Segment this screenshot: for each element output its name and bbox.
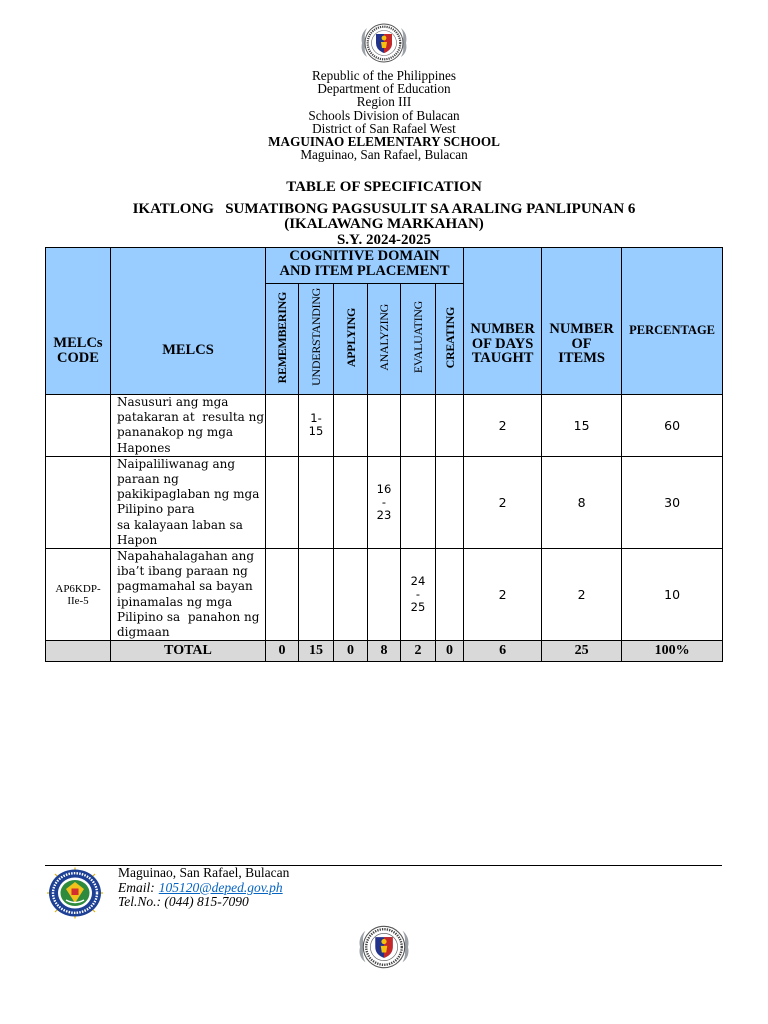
melc-code-cell: AP6KDP- IIe-5 [46, 549, 111, 641]
total-label: TOTAL [111, 641, 266, 662]
school-year: S.Y. 2024-2025 [336, 232, 432, 248]
header-cell-analyzing [368, 284, 401, 395]
header-cell-applying [334, 284, 368, 395]
table-row [46, 456, 723, 548]
header-evaluating: EVALUATING [411, 301, 425, 374]
quarter-title: (IKALAWANG MARKAHAN) [284, 216, 484, 232]
applying-cell [334, 395, 368, 457]
header-cell-remembering [266, 284, 299, 395]
days-taught-cell: 2 [464, 395, 542, 457]
specification-table [45, 247, 723, 662]
understanding-cell [299, 456, 334, 548]
number-of-items-cell: 8 [542, 456, 622, 548]
footer-address: Maguinao, San Rafael, Bulacan [118, 865, 290, 880]
total-evaluating: 2 [401, 641, 436, 662]
total-row [46, 641, 723, 662]
email-link[interactable]: 105120@deped.gov.ph [158, 879, 283, 895]
footer-email-line [118, 881, 289, 896]
evaluating-cell [401, 456, 436, 548]
analyzing-cell: 16 - 23 [368, 456, 401, 548]
total-days-taught: 6 [464, 641, 542, 662]
school-logo [44, 867, 106, 919]
total-code-cell [46, 641, 111, 662]
department-line: Department of Education [317, 81, 451, 97]
evaluating-cell: 24 - 25 [401, 549, 436, 641]
applying-cell [334, 456, 368, 548]
school-address: Maguinao, San Rafael, Bulacan [300, 147, 468, 163]
header-remembering: REMEMBERING [275, 291, 289, 383]
region-line: Region III [356, 94, 412, 110]
melc-text-cell: Nasusuri ang mga patakaran at resulta ng pananakop ng mga Hapones [111, 395, 266, 457]
applying-cell [334, 549, 368, 641]
total-remembering: 0 [266, 641, 299, 662]
creating-cell [436, 456, 464, 548]
creating-cell [436, 395, 464, 457]
number-of-items-cell: 15 [542, 395, 622, 457]
percentage-cell: 10 [622, 549, 723, 641]
remembering-cell [266, 549, 299, 641]
understanding-cell: 1- 15 [299, 395, 334, 457]
district-line: District of San Rafael West [312, 120, 456, 136]
melc-code-cell [46, 456, 111, 548]
total-creating: 0 [436, 641, 464, 662]
table-row [46, 549, 723, 641]
remembering-cell [266, 395, 299, 457]
school-name: MAGUINAO ELEMENTARY SCHOOL [268, 133, 500, 149]
header-percentage: PERCENTAGE [622, 248, 723, 395]
header-cell-evaluating [401, 284, 436, 395]
number-of-items-cell: 2 [542, 549, 622, 641]
percentage-cell: 30 [622, 456, 723, 548]
header-melcs-code: MELCs CODE [46, 248, 111, 395]
country-line: Republic of the Philippines [312, 68, 456, 83]
header-days-taught: NUMBER OF DAYS TAUGHT [464, 248, 542, 395]
header-creating: CREATING [442, 306, 457, 368]
days-taught-cell: 2 [464, 549, 542, 641]
header-melcs: MELCS [111, 248, 266, 395]
division-line: Schools Division of Bulacan [308, 107, 460, 123]
total-applying: 0 [334, 641, 368, 662]
footer-telephone: Tel.No.: (044) 815-7090 [118, 894, 249, 909]
header-analyzing: ANALYZING [377, 303, 391, 371]
evaluating-cell [401, 395, 436, 457]
header-cell-creating [436, 284, 464, 395]
total-number-of-items: 25 [542, 641, 622, 662]
header-row [46, 248, 723, 284]
header-number-of-items: NUMBER OF ITEMS [542, 248, 622, 395]
melc-code-cell [46, 395, 111, 457]
deped-seal-logo [353, 923, 415, 971]
creating-cell [436, 549, 464, 641]
analyzing-cell [368, 395, 401, 457]
footer-contact [118, 866, 289, 910]
understanding-cell [299, 549, 334, 641]
analyzing-cell [368, 549, 401, 641]
total-understanding: 15 [299, 641, 334, 662]
footer-email-label: Email: [118, 879, 155, 895]
header-cognitive-domain: COGNITIVE DOMAIN AND ITEM PLACEMENT [266, 248, 464, 284]
remembering-cell [266, 456, 299, 548]
exam-title: IKATLONG SUMATIBONG PAGSUSULIT SA ARALING PANLIPUNAN 6 [132, 201, 636, 217]
melc-text-cell: Napahahalagahan ang iba’t ibang paraan ng pagmamahal sa bayan ipinamalas ng mga Pilipino sa panahon ng digmaan [111, 549, 266, 641]
letterhead [0, 69, 768, 161]
document-title: TABLE OF SPECIFICATION [286, 179, 482, 195]
total-analyzing: 8 [368, 641, 401, 662]
percentage-cell: 60 [622, 395, 723, 457]
days-taught-cell: 2 [464, 456, 542, 548]
header-applying: APPLYING [343, 307, 358, 367]
melc-text-cell: Naipaliliwanag ang paraan ng pakikipaglaban ng mga Pilipino para sa kalayaan laban sa Hapon [111, 456, 266, 548]
header-understanding: UNDERSTANDING [309, 288, 323, 387]
total-percentage: 100% [622, 641, 723, 662]
header-cell-understanding [299, 284, 334, 395]
table-row [46, 395, 723, 457]
deped-seal-logo [356, 21, 412, 65]
